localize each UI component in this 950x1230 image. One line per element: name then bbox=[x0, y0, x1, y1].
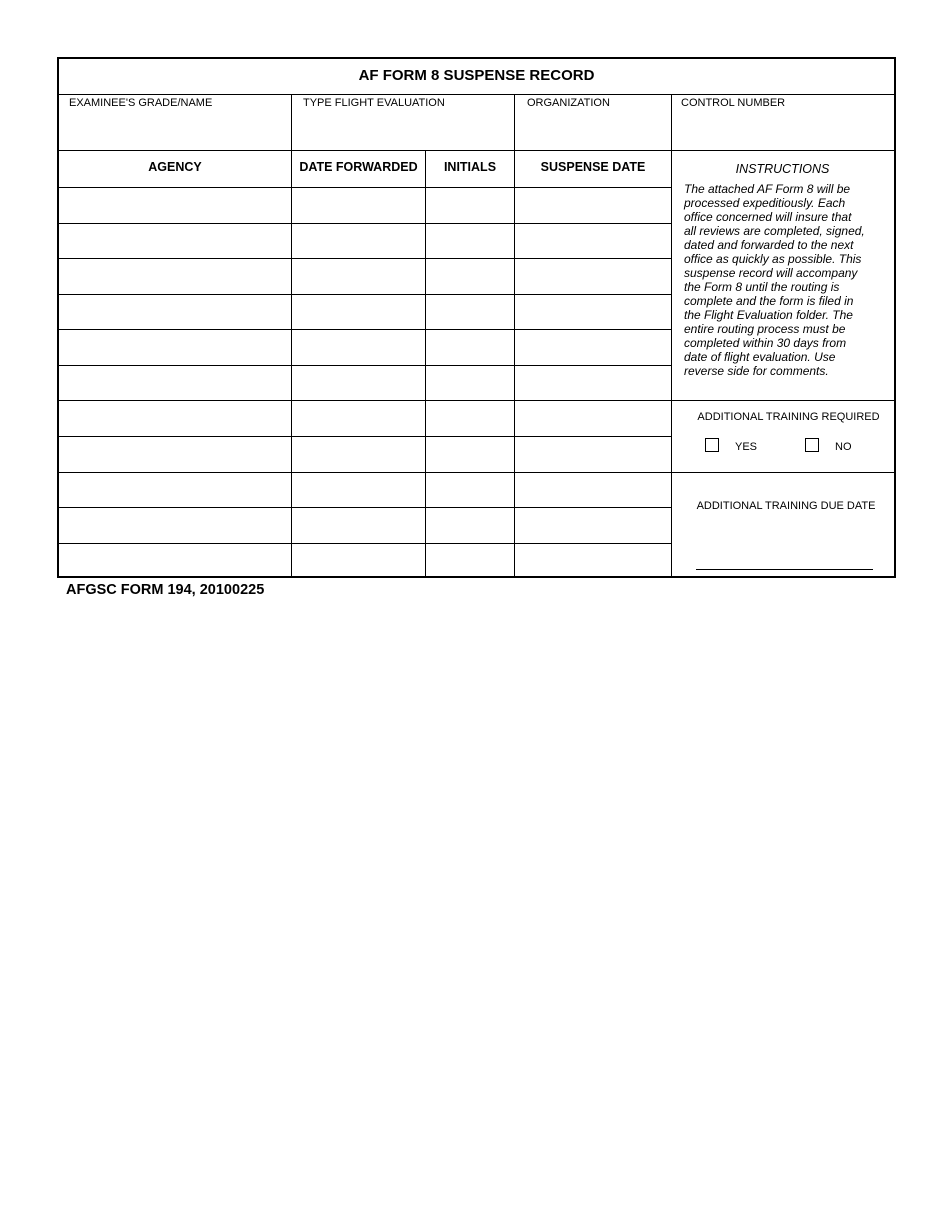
agency-cell[interactable] bbox=[60, 509, 291, 543]
initials-cell[interactable] bbox=[427, 224, 514, 259]
examinee-grade-name-field[interactable] bbox=[60, 109, 290, 149]
divider bbox=[59, 94, 894, 95]
agency-cell[interactable] bbox=[60, 473, 291, 508]
control-number-label: CONTROL NUMBER bbox=[681, 97, 786, 109]
initials-column-header: INITIALS bbox=[443, 160, 497, 174]
suspense-date-cell[interactable] bbox=[516, 331, 671, 365]
examinee-grade-name-label: EXAMINEE'S GRADE/NAME bbox=[69, 97, 213, 109]
suspense-date-cell[interactable] bbox=[516, 366, 671, 401]
suspense-date-cell[interactable] bbox=[516, 260, 671, 294]
no-label: NO bbox=[835, 441, 852, 453]
initials-cell[interactable] bbox=[427, 473, 514, 508]
suspense-date-cell[interactable] bbox=[516, 188, 671, 223]
instructions-line: date of flight evaluation. Use bbox=[684, 350, 836, 364]
instructions-line: the Form 8 until the routing is bbox=[684, 280, 840, 294]
additional-training-due-date-label: ADDITIONAL TRAINING DUE DATE bbox=[696, 500, 876, 512]
suspense-date-cell[interactable] bbox=[516, 509, 671, 543]
agency-cell[interactable] bbox=[60, 331, 291, 365]
agency-cell[interactable] bbox=[60, 260, 291, 294]
date-forwarded-cell[interactable] bbox=[293, 509, 425, 543]
suspense-date-cell[interactable] bbox=[516, 224, 671, 259]
control-number-field[interactable] bbox=[673, 109, 893, 149]
agency-cell[interactable] bbox=[60, 295, 291, 330]
date-forwarded-cell[interactable] bbox=[293, 295, 425, 330]
organization-label: ORGANIZATION bbox=[527, 97, 610, 109]
suspense-record-form bbox=[57, 57, 896, 578]
flight-evaluation-label: TYPE FLIGHT EVALUATION bbox=[303, 97, 445, 109]
date-forwarded-cell[interactable] bbox=[293, 260, 425, 294]
divider bbox=[59, 150, 894, 151]
instructions-line: the Flight Evaluation folder. The bbox=[684, 308, 853, 322]
agency-column-header: AGENCY bbox=[148, 160, 202, 174]
initials-cell[interactable] bbox=[427, 260, 514, 294]
suspense-date-column-header: SUSPENSE DATE bbox=[540, 160, 646, 174]
initials-cell[interactable] bbox=[427, 509, 514, 543]
instructions-line: office concerned will insure that bbox=[684, 210, 852, 224]
date-forwarded-cell[interactable] bbox=[293, 473, 425, 508]
instructions-line: complete and the form is filed in bbox=[684, 294, 854, 308]
due-date-line bbox=[696, 569, 873, 570]
agency-cell[interactable] bbox=[60, 402, 291, 436]
no-checkbox[interactable] bbox=[805, 438, 819, 452]
instructions-line: reverse side for comments. bbox=[684, 364, 829, 378]
instructions-line: completed within 30 days from bbox=[684, 336, 847, 350]
date-forwarded-cell[interactable] bbox=[293, 402, 425, 436]
date-forwarded-cell[interactable] bbox=[293, 188, 425, 223]
agency-cell[interactable] bbox=[60, 224, 291, 259]
column-divider bbox=[425, 150, 426, 578]
initials-cell[interactable] bbox=[427, 295, 514, 330]
instructions-line: all reviews are completed, signed, bbox=[684, 224, 865, 238]
date-forwarded-cell[interactable] bbox=[293, 366, 425, 401]
instructions-line: entire routing process must be bbox=[684, 322, 846, 336]
yes-checkbox[interactable] bbox=[705, 438, 719, 452]
flight-evaluation-field[interactable] bbox=[293, 109, 513, 149]
date-forwarded-cell[interactable] bbox=[293, 224, 425, 259]
suspense-date-cell[interactable] bbox=[516, 295, 671, 330]
form-title: AF FORM 8 SUSPENSE RECORD bbox=[358, 67, 595, 84]
agency-cell[interactable] bbox=[60, 188, 291, 223]
due-date-field[interactable] bbox=[696, 547, 873, 569]
instructions-line: processed expeditiously. Each bbox=[684, 196, 846, 210]
initials-cell[interactable] bbox=[427, 331, 514, 365]
date-forwarded-cell[interactable] bbox=[293, 437, 425, 472]
instructions-title: INSTRUCTIONS bbox=[735, 162, 830, 176]
suspense-date-cell[interactable] bbox=[516, 402, 671, 436]
agency-cell[interactable] bbox=[60, 437, 291, 472]
agency-cell[interactable] bbox=[60, 366, 291, 401]
additional-training-required-label: ADDITIONAL TRAINING REQUIRED bbox=[697, 411, 880, 423]
initials-cell[interactable] bbox=[427, 544, 514, 577]
yes-label: YES bbox=[735, 441, 758, 453]
date-forwarded-cell[interactable] bbox=[293, 544, 425, 577]
organization-field[interactable] bbox=[516, 109, 670, 149]
form-footer-id: AFGSC FORM 194, 20100225 bbox=[66, 582, 265, 598]
date-forwarded-column-header: DATE FORWARDED bbox=[299, 160, 418, 174]
date-forwarded-cell[interactable] bbox=[293, 331, 425, 365]
initials-cell[interactable] bbox=[427, 437, 514, 472]
instructions-line: The attached AF Form 8 will be bbox=[684, 182, 851, 196]
instructions-line: dated and forwarded to the next bbox=[684, 238, 854, 252]
suspense-date-cell[interactable] bbox=[516, 437, 671, 472]
suspense-date-cell[interactable] bbox=[516, 473, 671, 508]
initials-cell[interactable] bbox=[427, 402, 514, 436]
agency-cell[interactable] bbox=[60, 544, 291, 577]
initials-cell[interactable] bbox=[427, 188, 514, 223]
suspense-date-cell[interactable] bbox=[516, 544, 671, 577]
instructions-line: suspense record will accompany bbox=[684, 266, 858, 280]
instructions-line: office as quickly as possible. This bbox=[684, 252, 862, 266]
initials-cell[interactable] bbox=[427, 366, 514, 401]
instructions-text bbox=[684, 182, 884, 378]
